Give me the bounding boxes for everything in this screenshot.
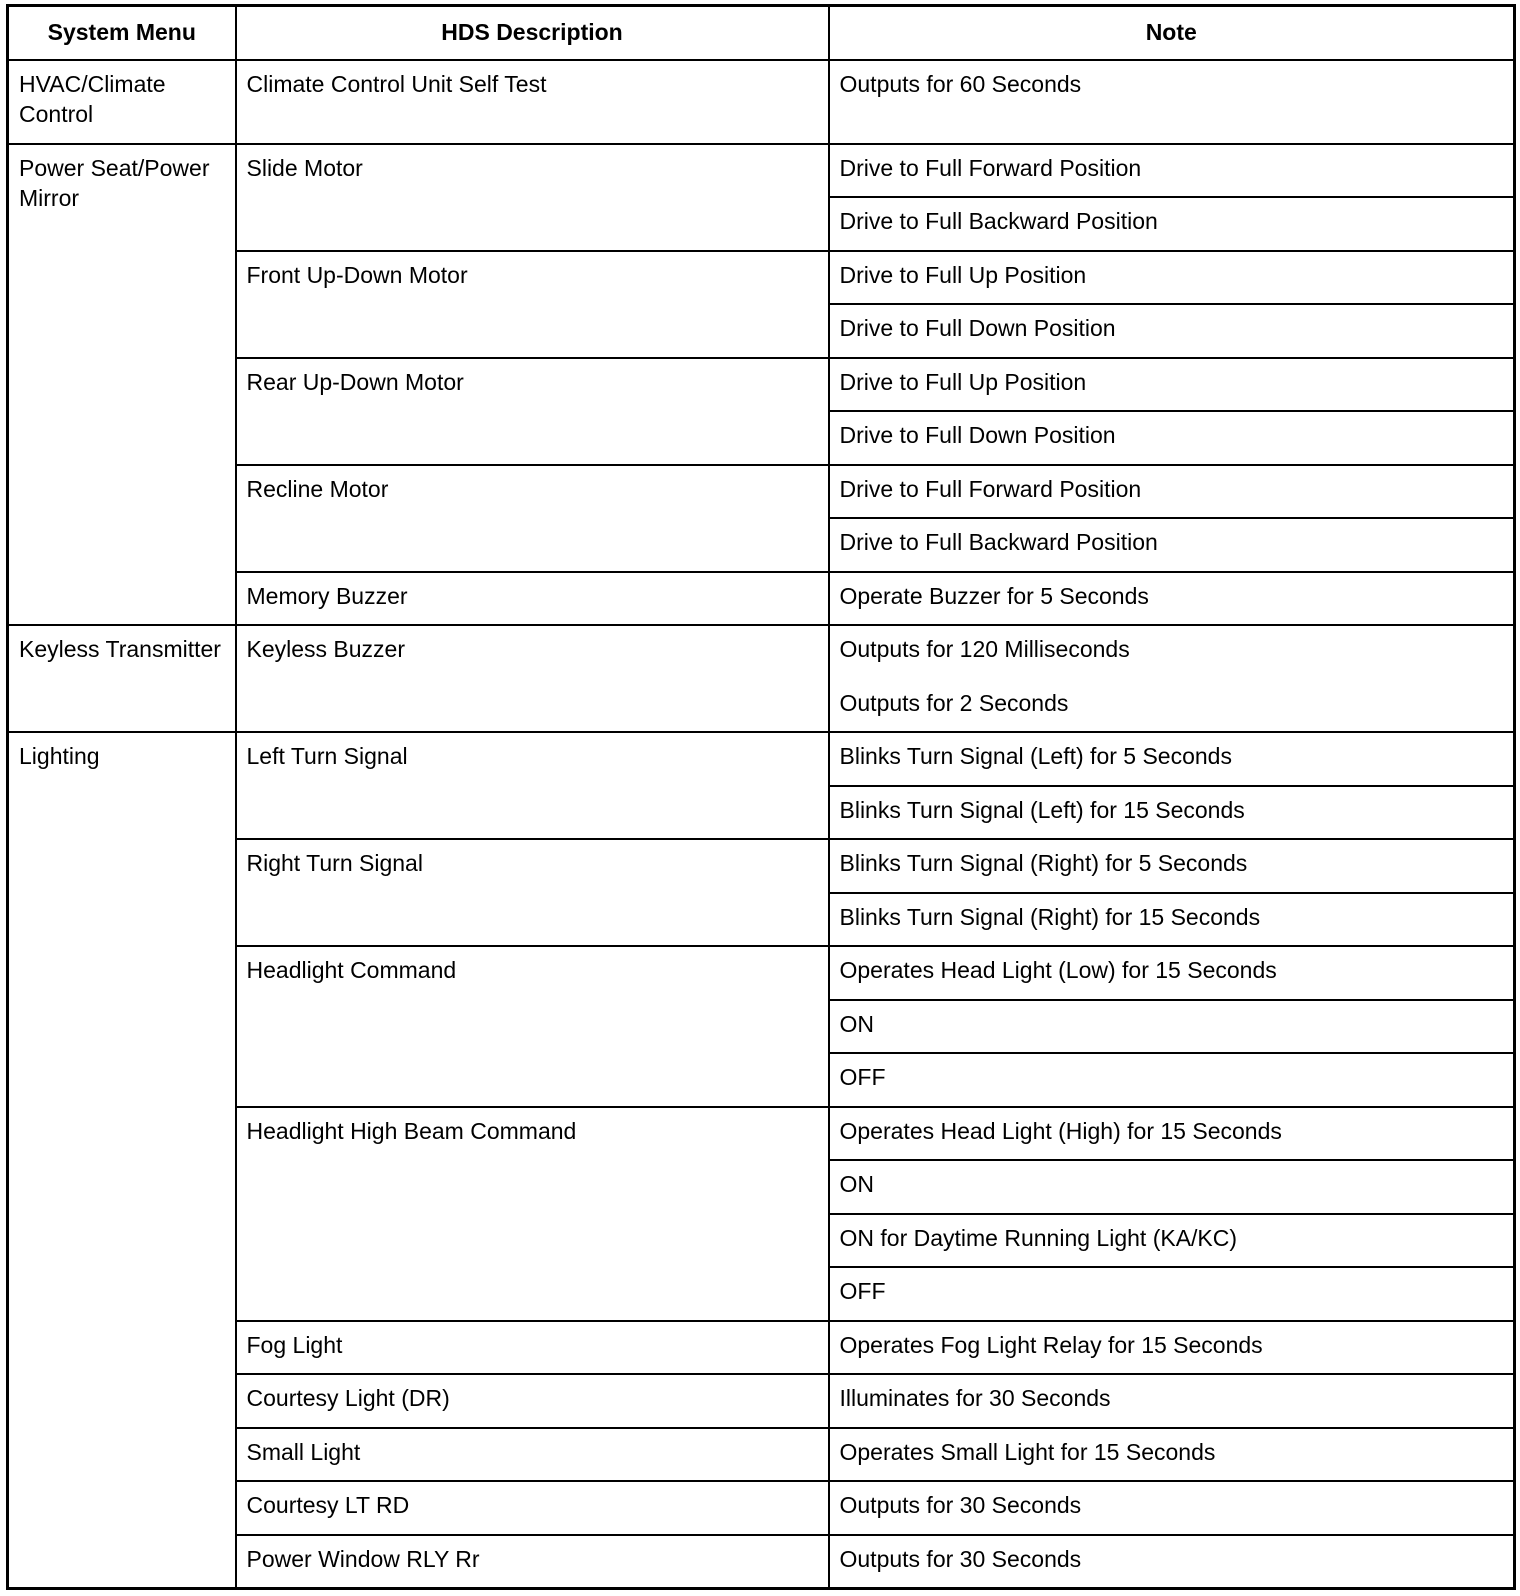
note-power-window-relay: Outputs for 30 Seconds	[829, 1535, 1515, 1589]
desc-climate-self-test: Climate Control Unit Self Test	[236, 60, 829, 144]
desc-slide-motor: Slide Motor	[236, 144, 829, 251]
note-left-turn-5s: Blinks Turn Signal (Left) for 5 Seconds	[829, 732, 1515, 786]
note-rear-up: Drive to Full Up Position	[829, 358, 1515, 412]
hds-function-table	[6, 4, 1516, 1590]
note-small-light: Operates Small Light for 15 Seconds	[829, 1428, 1515, 1482]
desc-recline: Recline Motor	[236, 465, 829, 572]
desc-power-window-relay: Power Window RLY Rr	[236, 1535, 829, 1589]
note-slide-forward: Drive to Full Forward Position	[829, 144, 1515, 198]
note-courtesy-dr: Illuminates for 30 Seconds	[829, 1374, 1515, 1428]
note-right-turn-15s: Blinks Turn Signal (Right) for 15 Seconds	[829, 893, 1515, 947]
desc-front-updown: Front Up-Down Motor	[236, 251, 829, 358]
note-headlight-on: ON	[829, 1000, 1515, 1054]
table-row	[8, 144, 1515, 198]
table-row	[8, 60, 1515, 144]
desc-small-light: Small Light	[236, 1428, 829, 1482]
desc-keyless-buzzer: Keyless Buzzer	[236, 625, 829, 732]
header-hds-description: HDS Description	[236, 6, 829, 60]
note-courtesy-rd: Outputs for 30 Seconds	[829, 1481, 1515, 1535]
desc-courtesy-dr: Courtesy Light (DR)	[236, 1374, 829, 1428]
note-recline-forward: Drive to Full Forward Position	[829, 465, 1515, 519]
desc-high-beam: Headlight High Beam Command	[236, 1107, 829, 1321]
note-right-turn-5s: Blinks Turn Signal (Right) for 5 Seconds	[829, 839, 1515, 893]
note-high-beam-15s: Operates Head Light (High) for 15 Seconds	[829, 1107, 1515, 1161]
desc-rear-updown: Rear Up-Down Motor	[236, 358, 829, 465]
note-headlight-off: OFF	[829, 1053, 1515, 1107]
note-fog-light: Operates Fog Light Relay for 15 Seconds	[829, 1321, 1515, 1375]
note-keyless-120ms: Outputs for 120 Milliseconds	[839, 636, 1130, 662]
system-cell-hvac: HVAC/Climate Control	[8, 60, 236, 144]
note-keyless-buzzer	[829, 625, 1515, 732]
desc-right-turn: Right Turn Signal	[236, 839, 829, 946]
desc-left-turn: Left Turn Signal	[236, 732, 829, 839]
system-cell-power-seat: Power Seat/Power Mirror	[8, 144, 236, 626]
note-recline-backward: Drive to Full Backward Position	[829, 518, 1515, 572]
desc-fog-light: Fog Light	[236, 1321, 829, 1375]
table-row	[8, 732, 1515, 786]
note-front-up: Drive to Full Up Position	[829, 251, 1515, 305]
system-cell-keyless: Keyless Transmitter	[8, 625, 236, 732]
desc-courtesy-rd: Courtesy LT RD	[236, 1481, 829, 1535]
note-left-turn-15s: Blinks Turn Signal (Left) for 15 Seconds	[829, 786, 1515, 840]
header-system-menu: System Menu	[8, 6, 236, 60]
desc-memory-buzzer: Memory Buzzer	[236, 572, 829, 626]
note-front-down: Drive to Full Down Position	[829, 304, 1515, 358]
note-high-beam-on: ON	[829, 1160, 1515, 1214]
note-keyless-2s: Outputs for 2 Seconds	[839, 690, 1069, 716]
note-headlight-low: Operates Head Light (Low) for 15 Seconds	[829, 946, 1515, 1000]
note-high-beam-drl: ON for Daytime Running Light (KA/KC)	[829, 1214, 1515, 1268]
note-high-beam-off: OFF	[829, 1267, 1515, 1321]
header-note: Note	[829, 6, 1515, 60]
table-header-row	[8, 6, 1515, 60]
note-memory-buzzer: Operate Buzzer for 5 Seconds	[829, 572, 1515, 626]
note-slide-backward: Drive to Full Backward Position	[829, 197, 1515, 251]
table-row	[8, 625, 1515, 732]
system-cell-lighting: Lighting	[8, 732, 236, 1588]
desc-headlight: Headlight Command	[236, 946, 829, 1107]
note-rear-down: Drive to Full Down Position	[829, 411, 1515, 465]
note-climate-self-test: Outputs for 60 Seconds	[829, 60, 1515, 144]
